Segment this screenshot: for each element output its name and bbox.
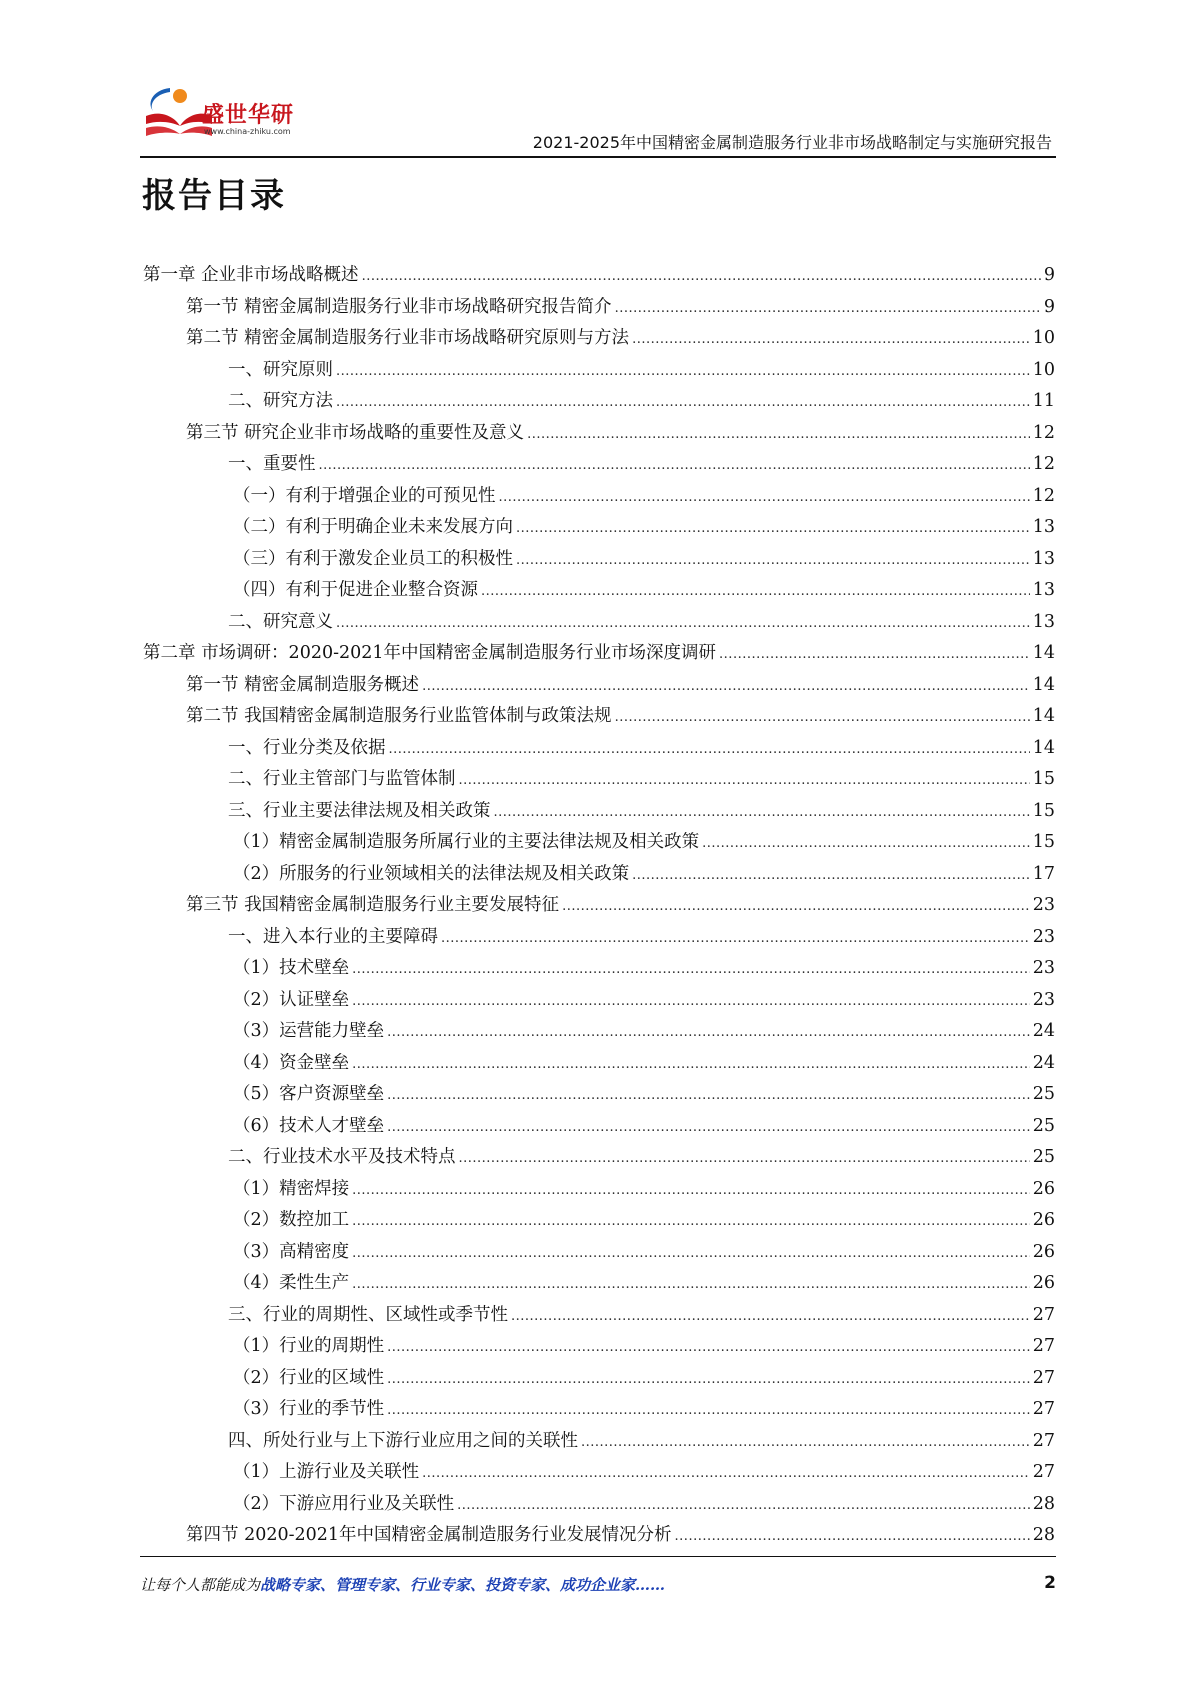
page-title: 报告目录 [142, 176, 286, 216]
brand-url: www.china-zhiku.com [204, 127, 291, 136]
toc-entry[interactable] [143, 923, 1055, 955]
toc-leader-dots [632, 332, 1030, 347]
toc-leader-dots [387, 1120, 1030, 1135]
toc-entry[interactable] [143, 1427, 1055, 1459]
toc-entry-title: （1）精密焊接 [233, 1178, 350, 1199]
toc-entry-title: （2）数控加工 [233, 1210, 350, 1230]
toc-entry[interactable] [143, 702, 1055, 734]
toc-leader-dots [336, 364, 1030, 379]
toc-entry[interactable] [143, 1049, 1055, 1081]
toc-leader-dots [499, 490, 1030, 505]
toc-entry[interactable] [143, 734, 1055, 766]
toc-entry[interactable] [143, 1238, 1055, 1270]
toc-entry-title: 四、所处行业与上下游行业应用之间的关联性 [228, 1430, 578, 1451]
toc-entry-title: 第二节 精密金属制造服务行业非市场战略研究原则与方法 [186, 328, 630, 348]
toc-entry[interactable] [143, 986, 1055, 1018]
toc-entry[interactable] [143, 1364, 1055, 1396]
toc-entry[interactable] [143, 482, 1055, 514]
toc-entry[interactable] [143, 261, 1055, 293]
toc-entry-page: 12 [1032, 422, 1055, 443]
toc-entry[interactable] [143, 513, 1055, 545]
toc-entry-page: 15 [1032, 832, 1055, 852]
toc-leader-dots [702, 836, 1030, 851]
toc-entry-page: 14 [1032, 674, 1055, 695]
toc-entry[interactable] [143, 954, 1055, 986]
toc-leader-dots [319, 458, 1030, 473]
toc-leader-dots [387, 1025, 1030, 1040]
toc-entry-page: 27 [1032, 1430, 1055, 1451]
toc-entry-page: 28 [1032, 1493, 1055, 1514]
toc-leader-dots [387, 1372, 1030, 1387]
toc-entry-title: 第一章 企业非市场战略概述 [143, 265, 359, 285]
toc-entry-title: 二、行业主管部门与监管体制 [228, 769, 456, 789]
toc-entry-title: 第四节 2020-2021年中国精密金属制造服务行业发展情况分析 [186, 1525, 672, 1545]
toc-entry[interactable] [143, 765, 1055, 797]
toc-leader-dots [389, 742, 1030, 757]
toc-entry-page: 13 [1032, 517, 1055, 537]
toc-entry-title: （1）上游行业及关联性 [233, 1462, 420, 1482]
toc-leader-dots [632, 868, 1030, 883]
toc-entry-page: 23 [1032, 895, 1055, 915]
toc-leader-dots [352, 1277, 1030, 1292]
toc-leader-dots [516, 553, 1030, 568]
toc-entry[interactable] [143, 1332, 1055, 1364]
toc-entry-title: （1）行业的周期性 [233, 1336, 385, 1356]
toc-leader-dots [362, 269, 1041, 284]
toc-entry-title: 第一节 精密金属制造服务概述 [186, 674, 420, 695]
toc-entry-page: 14 [1032, 706, 1055, 726]
toc-entry-page: 13 [1032, 611, 1055, 632]
toc-entry-page: 27 [1032, 1462, 1055, 1482]
toc-entry-page: 27 [1032, 1367, 1055, 1388]
toc-entry-title: 第三节 研究企业非市场战略的重要性及意义 [186, 422, 525, 443]
brand-logo [140, 82, 315, 148]
brand-name: 盛世华研 [202, 103, 295, 128]
table-of-contents [143, 261, 1055, 1553]
toc-leader-dots [615, 710, 1030, 725]
toc-entry[interactable] [143, 1269, 1055, 1301]
toc-entry-page: 28 [1032, 1525, 1055, 1545]
toc-entry-title: 一、研究原则 [228, 359, 333, 380]
toc-entry[interactable] [143, 797, 1055, 829]
toc-leader-dots [422, 1466, 1030, 1481]
toc-entry-title: 第二章 市场调研：2020-2021年中国精密金属制造服务行业市场深度调研 [143, 643, 717, 663]
toc-leader-dots [336, 395, 1030, 410]
toc-leader-dots [459, 1151, 1030, 1166]
toc-leader-dots [562, 899, 1030, 914]
toc-entry-page: 12 [1032, 454, 1055, 474]
toc-entry-title: 第三节 我国精密金属制造服务行业主要发展特征 [186, 895, 560, 915]
toc-leader-dots [615, 301, 1041, 316]
toc-entry-title: （三）有利于激发企业员工的积极性 [233, 548, 513, 569]
toc-entry[interactable] [143, 639, 1055, 671]
toc-leader-dots [352, 962, 1030, 977]
toc-leader-dots [352, 1057, 1030, 1072]
toc-leader-dots [719, 647, 1030, 662]
toc-entry[interactable] [143, 1017, 1055, 1049]
toc-entry-title: 三、行业的周期性、区域性或季节性 [228, 1304, 508, 1325]
toc-entry-title: 二、研究意义 [228, 611, 333, 632]
toc-entry-title: （6）技术人才壁垒 [233, 1115, 385, 1136]
toc-entry[interactable] [143, 671, 1055, 703]
toc-entry-title: （3）高精密度 [233, 1241, 350, 1262]
toc-leader-dots [352, 1183, 1030, 1198]
toc-entry-page: 17 [1032, 863, 1055, 884]
toc-entry-page: 15 [1032, 769, 1055, 789]
toc-entry-page: 25 [1032, 1147, 1055, 1167]
toc-leader-dots [387, 1403, 1030, 1418]
toc-entry[interactable] [143, 293, 1055, 325]
toc-entry-title: （3）行业的季节性 [233, 1399, 385, 1419]
report-title: 2021-2025年中国精密金属制造服务行业非市场战略制定与实施研究报告 [532, 133, 1052, 152]
toc-entry-page: 23 [1032, 958, 1055, 978]
toc-entry[interactable] [143, 1206, 1055, 1238]
toc-entry-page: 27 [1032, 1304, 1055, 1325]
page-header [140, 82, 1056, 158]
toc-entry-title: 二、行业技术水平及技术特点 [228, 1147, 456, 1167]
toc-entry[interactable] [143, 576, 1055, 608]
toc-leader-dots [581, 1435, 1030, 1450]
toc-entry-page: 25 [1032, 1084, 1055, 1104]
toc-entry[interactable] [143, 608, 1055, 640]
toc-entry-page: 26 [1032, 1241, 1055, 1262]
toc-leader-dots [494, 805, 1030, 820]
toc-entry-page: 13 [1032, 580, 1055, 600]
toc-entry[interactable] [143, 324, 1055, 356]
toc-entry-title: （2）所服务的行业领域相关的法律法规及相关政策 [233, 863, 630, 884]
footer-divider [140, 1556, 1056, 1557]
toc-entry-page: 26 [1032, 1210, 1055, 1230]
toc-entry-title: 第一节 精密金属制造服务行业非市场战略研究报告简介 [186, 296, 612, 317]
toc-entry-title: 三、行业主要法律法规及相关政策 [228, 800, 491, 821]
toc-entry-page: 24 [1032, 1021, 1055, 1041]
toc-entry-page: 27 [1032, 1399, 1055, 1419]
toc-leader-dots [527, 427, 1030, 442]
toc-entry-title: 第二节 我国精密金属制造服务行业监管体制与政策法规 [186, 706, 612, 726]
toc-leader-dots [387, 1088, 1030, 1103]
toc-entry-title: （4）资金壁垒 [233, 1052, 350, 1073]
toc-entry-title: （二）有利于明确企业未来发展方向 [233, 517, 513, 537]
toc-entry-page: 24 [1032, 1052, 1055, 1073]
toc-entry-page: 15 [1032, 800, 1055, 821]
toc-leader-dots [457, 1498, 1030, 1513]
toc-entry-page: 27 [1032, 1336, 1055, 1356]
toc-entry[interactable] [143, 1080, 1055, 1112]
toc-entry-page: 23 [1032, 926, 1055, 947]
toc-entry[interactable] [143, 1490, 1055, 1522]
toc-entry-title: （一）有利于增强企业的可预见性 [233, 485, 496, 506]
toc-entry[interactable] [143, 1175, 1055, 1207]
toc-leader-dots [336, 616, 1030, 631]
slogan-prefix: 让每个人都能成为 [140, 1576, 261, 1594]
toc-entry-title: （1）技术壁垒 [233, 958, 350, 978]
toc-entry-title: （5）客户资源壁垒 [233, 1084, 385, 1104]
page-number: 2 [1044, 1573, 1056, 1593]
toc-entry[interactable] [143, 356, 1055, 388]
toc-entry-page: 11 [1032, 391, 1055, 411]
toc-entry-title: 一、行业分类及依据 [228, 737, 386, 758]
toc-entry[interactable] [143, 1395, 1055, 1427]
toc-entry[interactable] [143, 1143, 1055, 1175]
toc-entry-title: （2）认证壁垒 [233, 989, 350, 1010]
toc-entry[interactable] [143, 545, 1055, 577]
toc-leader-dots [387, 1340, 1030, 1355]
toc-leader-dots [481, 584, 1030, 599]
toc-entry-title: 一、重要性 [228, 454, 316, 474]
toc-entry-page: 9 [1043, 265, 1055, 285]
toc-entry-page: 14 [1032, 737, 1055, 758]
toc-entry[interactable] [143, 891, 1055, 923]
toc-entry[interactable] [143, 419, 1055, 451]
toc-entry-title: （1）精密金属制造服务所属行业的主要法律法规及相关政策 [233, 832, 700, 852]
toc-entry-page: 9 [1043, 296, 1055, 317]
toc-entry-title: （四）有利于促进企业整合资源 [233, 580, 478, 600]
toc-entry-page: 14 [1032, 643, 1055, 663]
toc-entry[interactable] [143, 1112, 1055, 1144]
toc-leader-dots [675, 1529, 1030, 1544]
toc-entry-title: 二、研究方法 [228, 391, 333, 411]
toc-leader-dots [352, 1246, 1030, 1261]
slogan-highlight: 战略专家、管理专家、行业专家、投资专家、成功企业家…… [260, 1576, 666, 1594]
toc-entry-page: 25 [1032, 1115, 1055, 1136]
footer-slogan [140, 1574, 665, 1595]
toc-entry-title: （4）柔性生产 [233, 1273, 350, 1293]
toc-entry-title: （2）下游应用行业及关联性 [233, 1493, 455, 1514]
toc-leader-dots [352, 1214, 1030, 1229]
toc-entry-page: 10 [1032, 359, 1055, 380]
toc-leader-dots [459, 773, 1030, 788]
toc-entry[interactable] [143, 1521, 1055, 1553]
toc-entry[interactable] [143, 860, 1055, 892]
toc-entry[interactable] [143, 1458, 1055, 1490]
toc-entry-title: 一、进入本行业的主要障碍 [228, 926, 438, 947]
toc-entry[interactable] [143, 387, 1055, 419]
toc-entry-title: （2）行业的区域性 [233, 1367, 385, 1388]
toc-entry[interactable] [143, 828, 1055, 860]
toc-entry-page: 12 [1032, 485, 1055, 506]
toc-leader-dots [511, 1309, 1030, 1324]
toc-leader-dots [441, 931, 1030, 946]
toc-leader-dots [352, 994, 1030, 1009]
toc-entry-page: 23 [1032, 989, 1055, 1010]
toc-leader-dots [422, 679, 1030, 694]
toc-leader-dots [516, 521, 1030, 536]
toc-entry-page: 13 [1032, 548, 1055, 569]
header-divider [140, 156, 1056, 158]
toc-entry[interactable] [143, 450, 1055, 482]
toc-entry-page: 10 [1032, 328, 1055, 348]
toc-entry[interactable] [143, 1301, 1055, 1333]
toc-entry-title: （3）运营能力壁垒 [233, 1021, 385, 1041]
toc-entry-page: 26 [1032, 1273, 1055, 1293]
toc-entry-page: 26 [1032, 1178, 1055, 1199]
